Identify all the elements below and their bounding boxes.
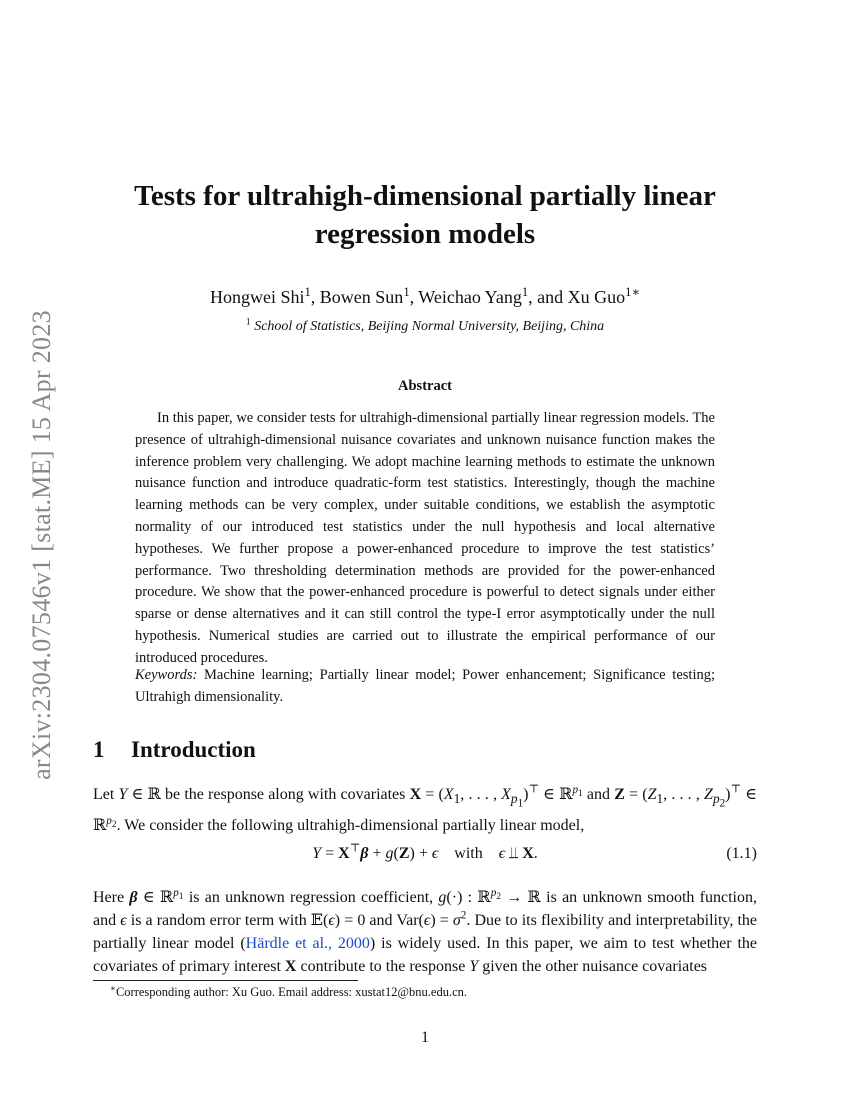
equation-body: Y = X⊤β + g(Z) + ϵ with ϵ ⫫ X. — [312, 842, 538, 862]
section-title: Introduction — [131, 737, 256, 762]
paper-title — [95, 177, 755, 253]
intro-paragraph-2 — [93, 886, 757, 978]
text-run: Here — [93, 889, 130, 906]
intro-paragraph-1 — [93, 784, 757, 838]
abstract-heading: Abstract — [398, 378, 452, 394]
affiliation-mark: 1 — [521, 285, 529, 299]
text-run: given the other nuisance covariates — [478, 958, 708, 975]
math-inline: ϵ — [120, 912, 127, 929]
math-inline: $Var(\epsilon) = \sigma^2$ — [396, 909, 467, 929]
text-run: and — [582, 786, 615, 803]
keywords-label: Keywords: — [135, 667, 198, 683]
affiliation-mark: 1 — [304, 285, 311, 299]
text-run: is a random error term with — [126, 912, 311, 929]
math-inline: β ∈ ℝ$^{p_1}$ — [129, 886, 184, 906]
title-line-1: Tests for ultrahigh-dimensional partially linear — [134, 180, 716, 212]
author-name: Weichao Yang — [418, 287, 522, 307]
math-inline: 𝔼(ϵ) = 0 — [310, 912, 366, 929]
affiliation-mark: 1 — [403, 285, 410, 299]
text-run: be the response along with covariates — [160, 786, 410, 803]
author-separator: , — [310, 287, 320, 307]
math-inline: $X = (X_1$, . . . , $X_{p_1})^⊤$ ∈ ℝ$^{p_1}$ — [409, 783, 583, 810]
arxiv-sidebar-stamp — [20, 290, 64, 800]
citation-link[interactable]: Härdle et al., 2000 — [245, 935, 370, 952]
title-line-2: regression models — [314, 218, 536, 250]
author-name: Xu Guo — [567, 287, 626, 307]
math-inline: Y ∈ ℝ — [118, 786, 161, 803]
equation-number: (1.1) — [726, 845, 757, 862]
author-name: Hongwei Shi — [210, 287, 305, 307]
math-inline: $Z = (Z_1$, . . . , $Z_{p_2})^⊤$ ∈ ℝ$^{p_2}$ — [93, 783, 758, 835]
author-list — [95, 287, 755, 308]
text-run: . We consider the following ultrahigh-dimensional partially linear model, — [116, 817, 585, 835]
footnote-text: Corresponding author: Xu Guo. Email address: xustat12@bnu.edu.cn. — [115, 985, 467, 999]
keywords — [135, 665, 715, 709]
affiliation-text: School of Statistics, Beijing Normal University, Beijing, China — [254, 319, 605, 334]
page-number: 1 — [421, 1029, 429, 1046]
keywords-text: Machine learning; Partially linear model; Power enhancement; Significance testing; Ultrahigh dimensionality. — [135, 667, 715, 705]
math-inline: Y — [469, 958, 479, 975]
text-run: is an unknown smooth function, and — [93, 889, 758, 929]
math-inline: X — [284, 958, 297, 975]
footnote-mark: ∗ — [110, 982, 116, 993]
footnote — [110, 982, 467, 1000]
section-heading — [93, 737, 256, 763]
text-run: contribute to the response — [296, 958, 470, 975]
corresponding-author-mark: 1∗ — [625, 285, 640, 299]
equation-with: with — [454, 845, 483, 862]
arxiv-identifier: arXiv:2304.07546v1 [stat.ME] 15 Apr 2023 — [27, 310, 56, 780]
text-run: Let — [93, 786, 119, 803]
text-run: . Due to its flexibility and interpretability, the partially linear model ( — [93, 912, 758, 952]
text-run: ) is widely used. In this paper, we aim to test whether the covariates of primary interest — [93, 935, 757, 975]
footnote-divider — [93, 980, 358, 981]
section-number: 1 — [93, 737, 105, 762]
abstract-paragraph: In this paper, we consider tests for ultrahigh-dimensional partially linear regression models. The presence of ultrahigh-dimensional nuisance covariates and unknown nuisance function makes the inference problem very challenging. We adopt machine learning methods to estimate the unknown nuisance function and introduce quadratic-form test statistics. Interestingly, though the machine learning methods can be very complex, under suitable conditions, we establish the asymptotic normality of our introduced test statistics under the null hypothesis and local alternative hypotheses. We further propose a power-enhanced procedure to improve the test statistics’ performance. Two thresholding determination methods are provided for the power-enhanced procedure. We show that the power-enhanced procedure is powerful to detect signals under either sparse or dense alternatives and it can still control the type-I error asymptotically under the null hypothesis. Numerical studies are carried out to illustrate the empirical performance of our introduced procedures. — [135, 410, 715, 666]
abstract-body — [135, 408, 715, 670]
author-separator: , and — [528, 287, 568, 307]
text-run: and — [365, 912, 397, 929]
affiliation — [95, 316, 755, 335]
text-run: is an unknown regression coefficient, — [183, 889, 439, 906]
equation-1-1 — [93, 842, 757, 867]
math-inline: g(·) : ℝ$^{p_2}$ → ℝ — [438, 886, 541, 906]
author-separator: , — [409, 287, 419, 307]
affiliation-number: 1 — [245, 316, 251, 328]
author-name: Bowen Sun — [319, 287, 404, 307]
